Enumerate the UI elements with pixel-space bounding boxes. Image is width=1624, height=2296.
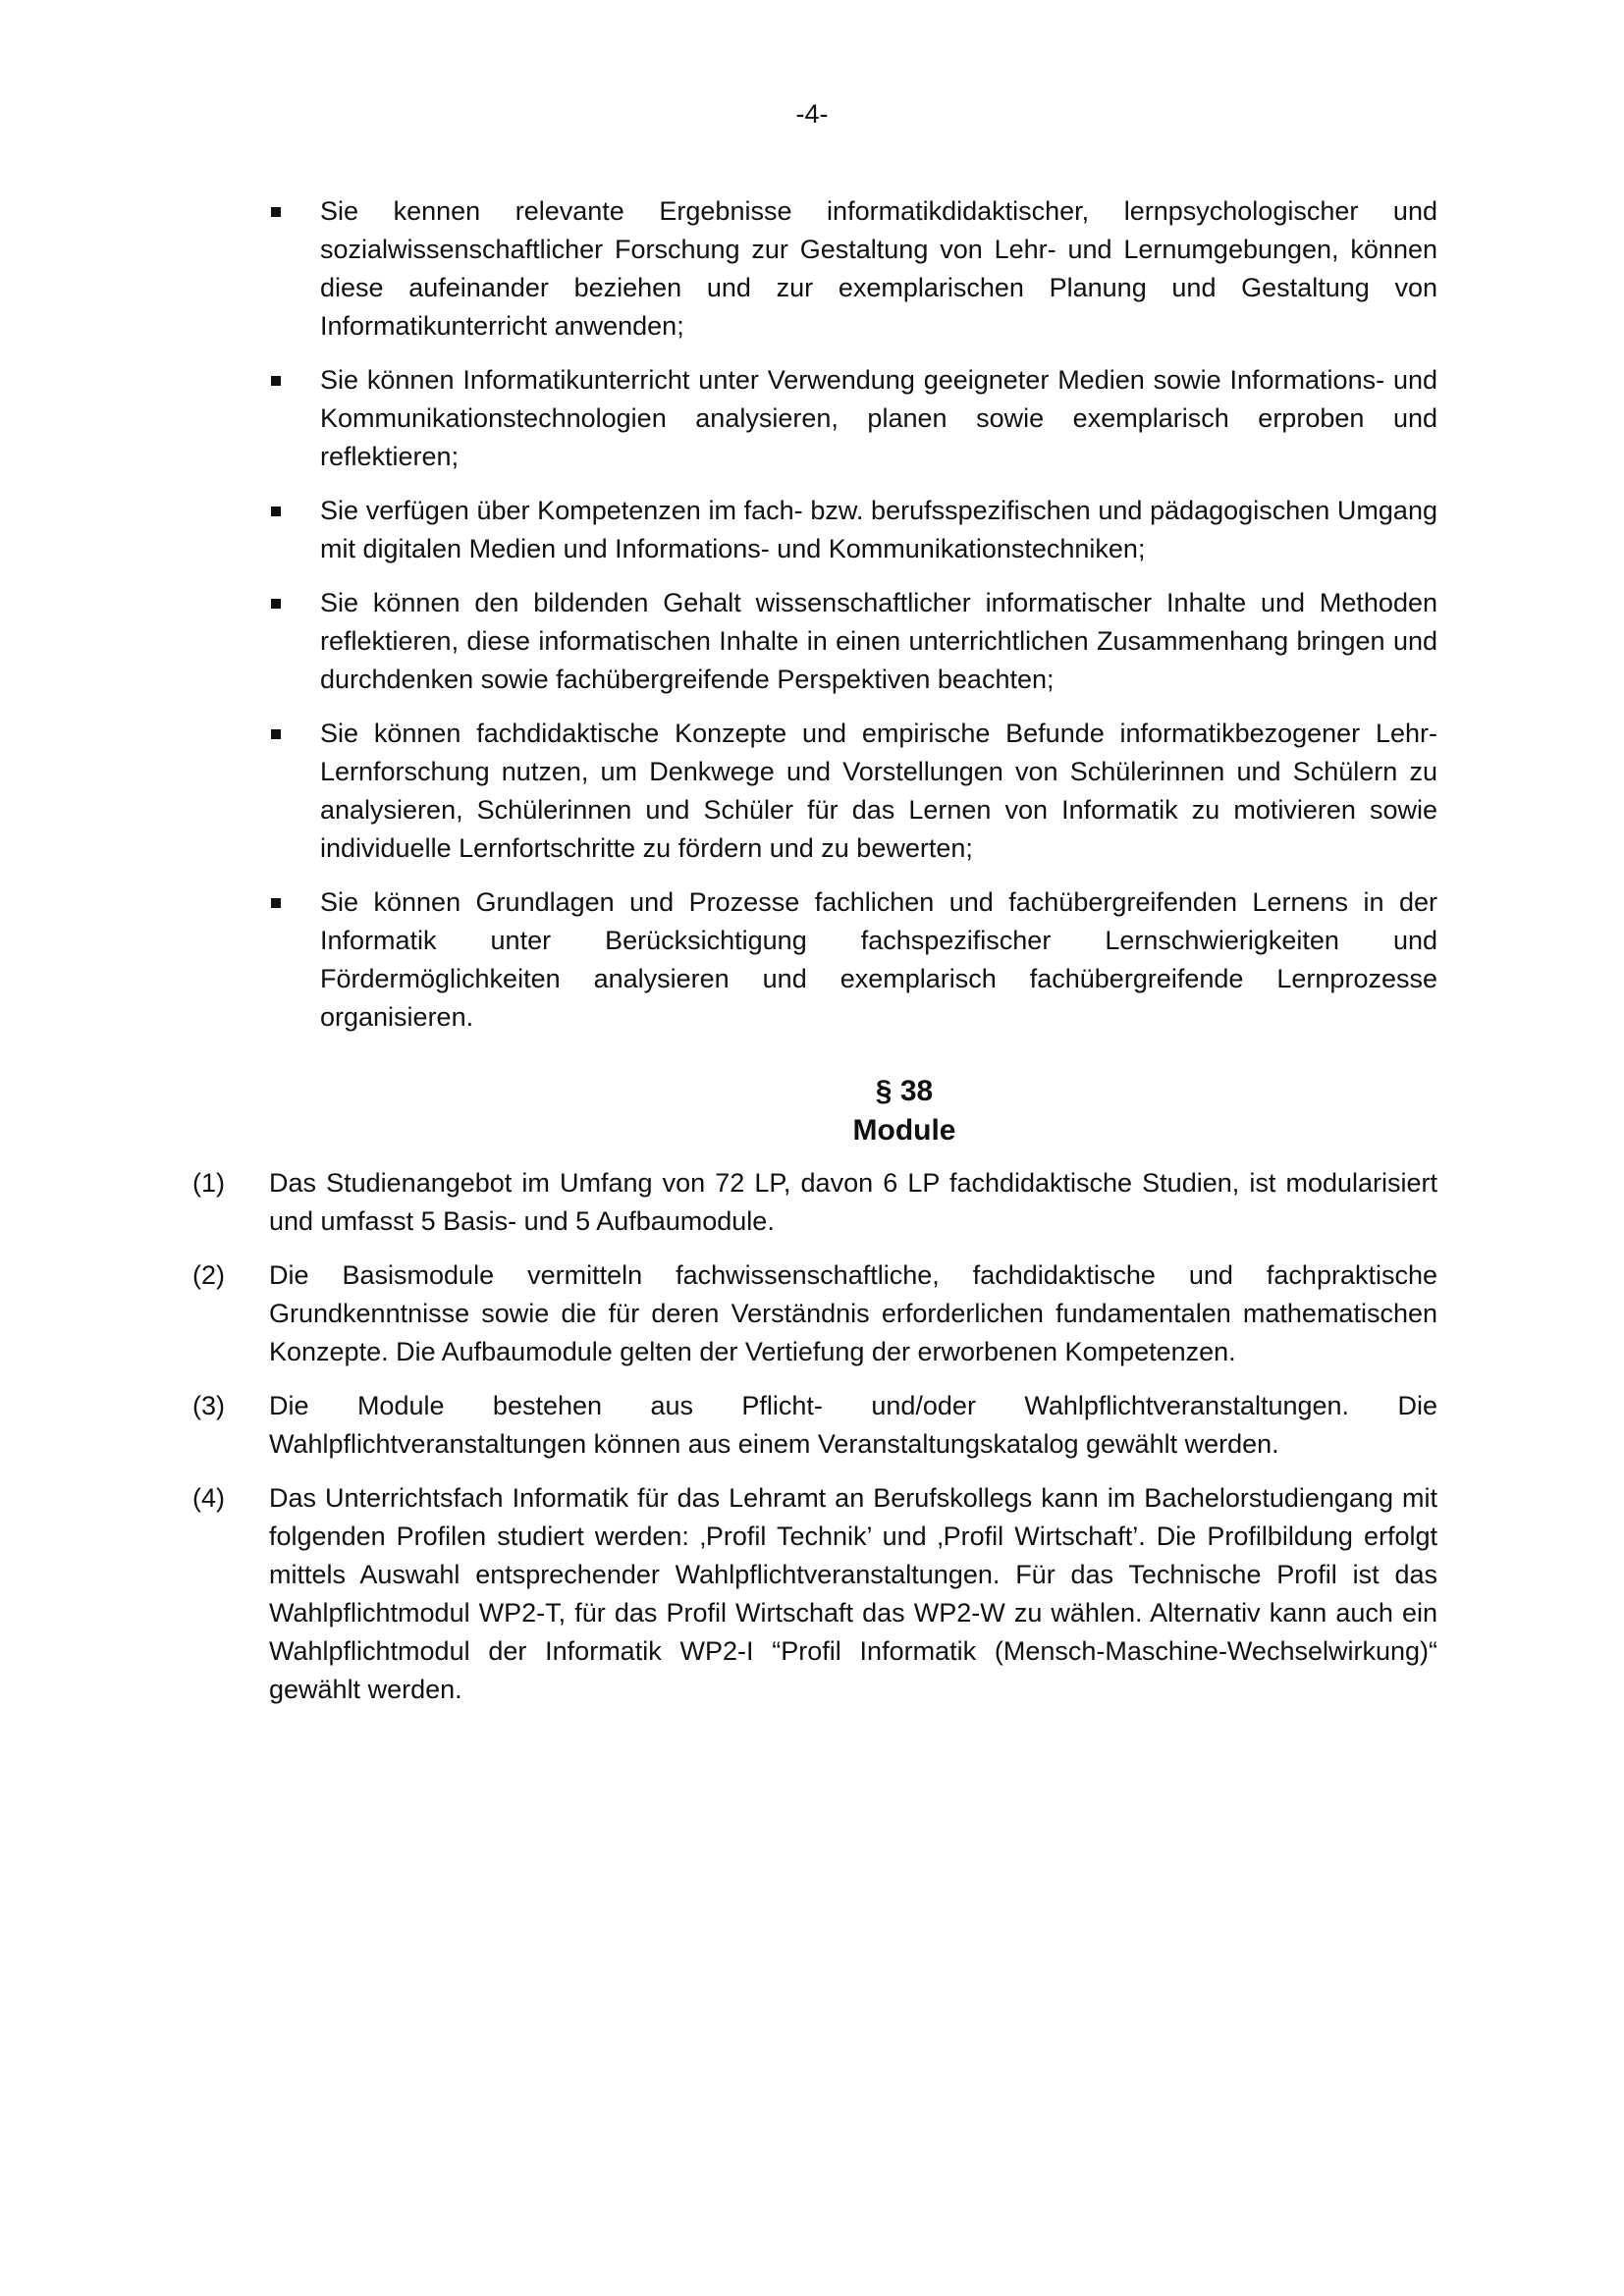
paragraph-number: (4) xyxy=(192,1483,225,1513)
paragraph-item xyxy=(192,1387,1437,1464)
page-number: -4- xyxy=(795,99,829,129)
square-bullet-icon xyxy=(271,729,281,739)
list-item-text: Sie kennen relevante Ergebnisse informatikdidaktischer, lernpsychologischer und sozialwissenschaftlicher Forschung zur Gestaltung von Lehr- und Lernumgebungen, können diese aufeinander beziehen und zur exemplarischen Planung und Gestaltung von Informatikunterricht anwenden; xyxy=(320,196,1437,341)
paragraph-number: (3) xyxy=(192,1391,225,1420)
paragraph-text: Die Basismodule vermitteln fachwissenschaftliche, fachdidaktische und fachpraktische Grundkenntnisse sowie die für deren Verständnis erforderlichen fundamentalen mathematischen Konzepte. Die Aufbaumodule gelten der Vertiefung der erworbenen Kompetenzen. xyxy=(269,1260,1437,1366)
paragraph-text: Das Studienangebot im Umfang von 72 LP, davon 6 LP fachdidaktische Studien, ist modularisiert und umfasst 5 Basis- und 5 Aufbaumodule. xyxy=(269,1168,1437,1236)
section-title: Module xyxy=(852,1114,956,1147)
list-item-text: Sie können Informatikunterricht unter Verwendung geeigneter Medien sowie Informations- und Kommunikationstechnologien analysieren, planen sowie exemplarisch erproben und reflektieren; xyxy=(320,365,1437,471)
list-item xyxy=(269,584,1437,699)
list-item xyxy=(269,492,1437,568)
paragraph-number: (2) xyxy=(192,1260,225,1290)
square-bullet-icon xyxy=(271,599,281,609)
paragraph-number: (1) xyxy=(192,1168,225,1198)
square-bullet-icon xyxy=(271,376,281,386)
paragraph-item xyxy=(192,1256,1437,1371)
competence-list xyxy=(269,192,1437,1037)
paragraph-item xyxy=(192,1479,1437,1709)
list-item-text: Sie können den bildenden Gehalt wissenschaftlicher informatischer Inhalte und Methoden reflektieren, diese informatischen Inhalte in einen unterrichtlichen Zusammenhang bringen und durchdenken sowie fachübergreifende Perspektiven beachten; xyxy=(320,588,1437,694)
square-bullet-icon xyxy=(271,507,281,516)
section-number: § 38 xyxy=(875,1075,934,1107)
square-bullet-icon xyxy=(271,207,281,217)
numbered-paragraphs xyxy=(192,1164,1437,1709)
list-item-text: Sie können Grundlagen und Prozesse fachlichen und fachübergreifenden Lernens in der Informatik unter Berücksichtigung fachspezifischer Lernschwierigkeiten und Fördermöglichkeiten analysieren und exemplarisch fachübergreifende Lernprozesse organisieren. xyxy=(320,887,1437,1032)
document-body xyxy=(192,192,1437,1725)
section-heading xyxy=(269,1072,1437,1150)
list-item xyxy=(269,883,1437,1037)
list-item-text: Sie verfügen über Kompetenzen im fach- bzw. berufsspezifischen und pädagogischen Umgang mit digitalen Medien und Informations- und Kommunikationstechniken; xyxy=(320,496,1437,563)
square-bullet-icon xyxy=(271,898,281,908)
list-item xyxy=(269,361,1437,476)
paragraph-text: Das Unterrichtsfach Informatik für das Lehramt an Berufskollegs kann im Bachelorstudiengang mit folgenden Profilen studiert werden: ‚Profil Technik’ und ‚Profil Wirtschaft’. Die Profilbildung erfolgt mittels Auswahl entsprechender Wahlpflichtveranstaltungen. Für das Technische Profil ist das Wahlpflichtmodul WP2-T, für das Profil Wirtschaft das WP2-W zu wählen. Alternativ kann auch ein Wahlpflichtmodul der Informatik WP2-I “Profil Informatik (Mensch-Maschine-Wechselwirkung)“ gewählt werden. xyxy=(269,1483,1437,1704)
list-item xyxy=(269,715,1437,868)
list-item-text: Sie können fachdidaktische Konzepte und empirische Befunde informatikbezogener Lehr-Lernforschung nutzen, um Denkwege und Vorstellungen von Schülerinnen und Schülern zu analysieren, Schülerinnen und Schüler für das Lernen von Informatik zu motivieren sowie individuelle Lernfortschritte zu fördern und zu bewerten; xyxy=(320,719,1437,863)
paragraph-item xyxy=(192,1164,1437,1241)
paragraph-text: Die Module bestehen aus Pflicht- und/oder Wahlpflichtveranstaltungen. Die Wahlpflichtveranstaltungen können aus einem Veranstaltungskatalog gewählt werden. xyxy=(269,1391,1437,1459)
list-item xyxy=(269,192,1437,346)
